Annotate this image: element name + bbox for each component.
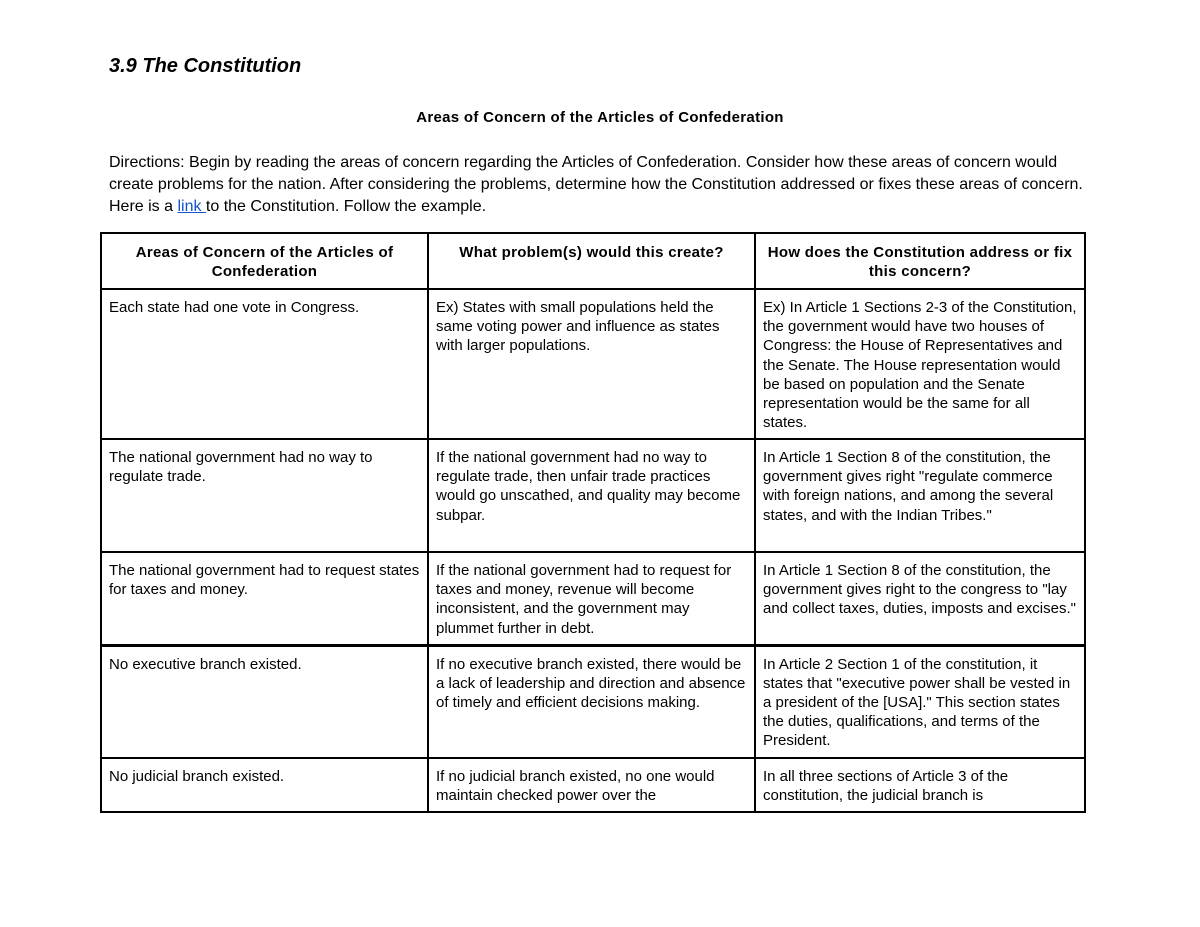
table-header-row bbox=[101, 233, 1085, 289]
table-row bbox=[101, 439, 1085, 552]
problem-cell: If the national government had no way to regulate trade, then unfair trade practices would go unscathed, and quality may become subpar. bbox=[428, 439, 755, 552]
table-row bbox=[101, 758, 1085, 812]
fix-cell: In Article 1 Section 8 of the constitution, the government gives right "regulate commerce with foreign nations, and among the several states, and with the Indian Tribes." bbox=[755, 439, 1085, 552]
concern-text: No judicial branch existed. bbox=[109, 768, 285, 785]
concern-cell: The national government had no way to regulate trade. bbox=[101, 439, 428, 552]
table-row bbox=[101, 645, 1085, 758]
concerns-table bbox=[100, 232, 1086, 813]
header-areas-of-concern: Areas of Concern of the Articles of Confederation bbox=[101, 233, 428, 289]
header-constitution-fix: How does the Constitution address or fix this concern? bbox=[755, 233, 1085, 289]
fix-text: In all three sections of Article 3 of the constitution, the judicial branch is bbox=[763, 768, 1009, 805]
problem-cell bbox=[428, 758, 755, 812]
page-title: 3.9 The Constitution bbox=[109, 55, 302, 77]
fix-cell: In Article 2 Section 1 of the constitution, it states that "executive power shall be vested in a president of the [USA]." This section states the duties, qualifications, and terms of the President. bbox=[755, 645, 1085, 758]
header-problems: What problem(s) would this create? bbox=[428, 233, 755, 289]
constitution-link[interactable]: link bbox=[177, 198, 206, 215]
directions-text-end: to the Constitution. Follow the example. bbox=[205, 198, 487, 215]
concern-cell: No executive branch existed. bbox=[101, 645, 428, 758]
concern-cell bbox=[101, 758, 428, 812]
problem-cell: Ex) States with small populations held the same voting power and influence as states with larger populations. bbox=[428, 289, 755, 439]
problem-text: If no judicial branch existed, no one would maintain checked power over the bbox=[436, 768, 715, 805]
worksheet-subtitle: Areas of Concern of the Articles of Confederation bbox=[416, 109, 784, 126]
directions-text: Directions: Begin by reading the areas of concern regarding the Articles of Confederation. Consider how these areas of concern would create problems for the nation. After considering the problems, determine how the Constitution addressed or fixes these areas of concern. Here is a bbox=[109, 154, 1083, 215]
concern-cell: Each state had one vote in Congress. bbox=[101, 289, 428, 439]
directions-paragraph bbox=[109, 152, 1099, 218]
table-row bbox=[101, 289, 1085, 439]
fix-cell: In Article 1 Section 8 of the constitution, the government gives right to the congress to "lay and collect taxes, duties, imposts and excises." bbox=[755, 552, 1085, 645]
concern-cell: The national government had to request states for taxes and money. bbox=[101, 552, 428, 645]
fix-cell bbox=[755, 758, 1085, 812]
problem-cell: If the national government had to request for taxes and money, revenue will become inconsistent, and the government may plummet further in debt. bbox=[428, 552, 755, 645]
problem-cell: If no executive branch existed, there would be a lack of leadership and direction and absence of timely and efficient decisions making. bbox=[428, 645, 755, 758]
fix-cell: Ex) In Article 1 Sections 2-3 of the Constitution, the government would have two houses of Congress: the House of Representatives and the Senate. The House representation would be based on population and the Senate representation would be the same for all states. bbox=[755, 289, 1085, 439]
table-row bbox=[101, 552, 1085, 645]
